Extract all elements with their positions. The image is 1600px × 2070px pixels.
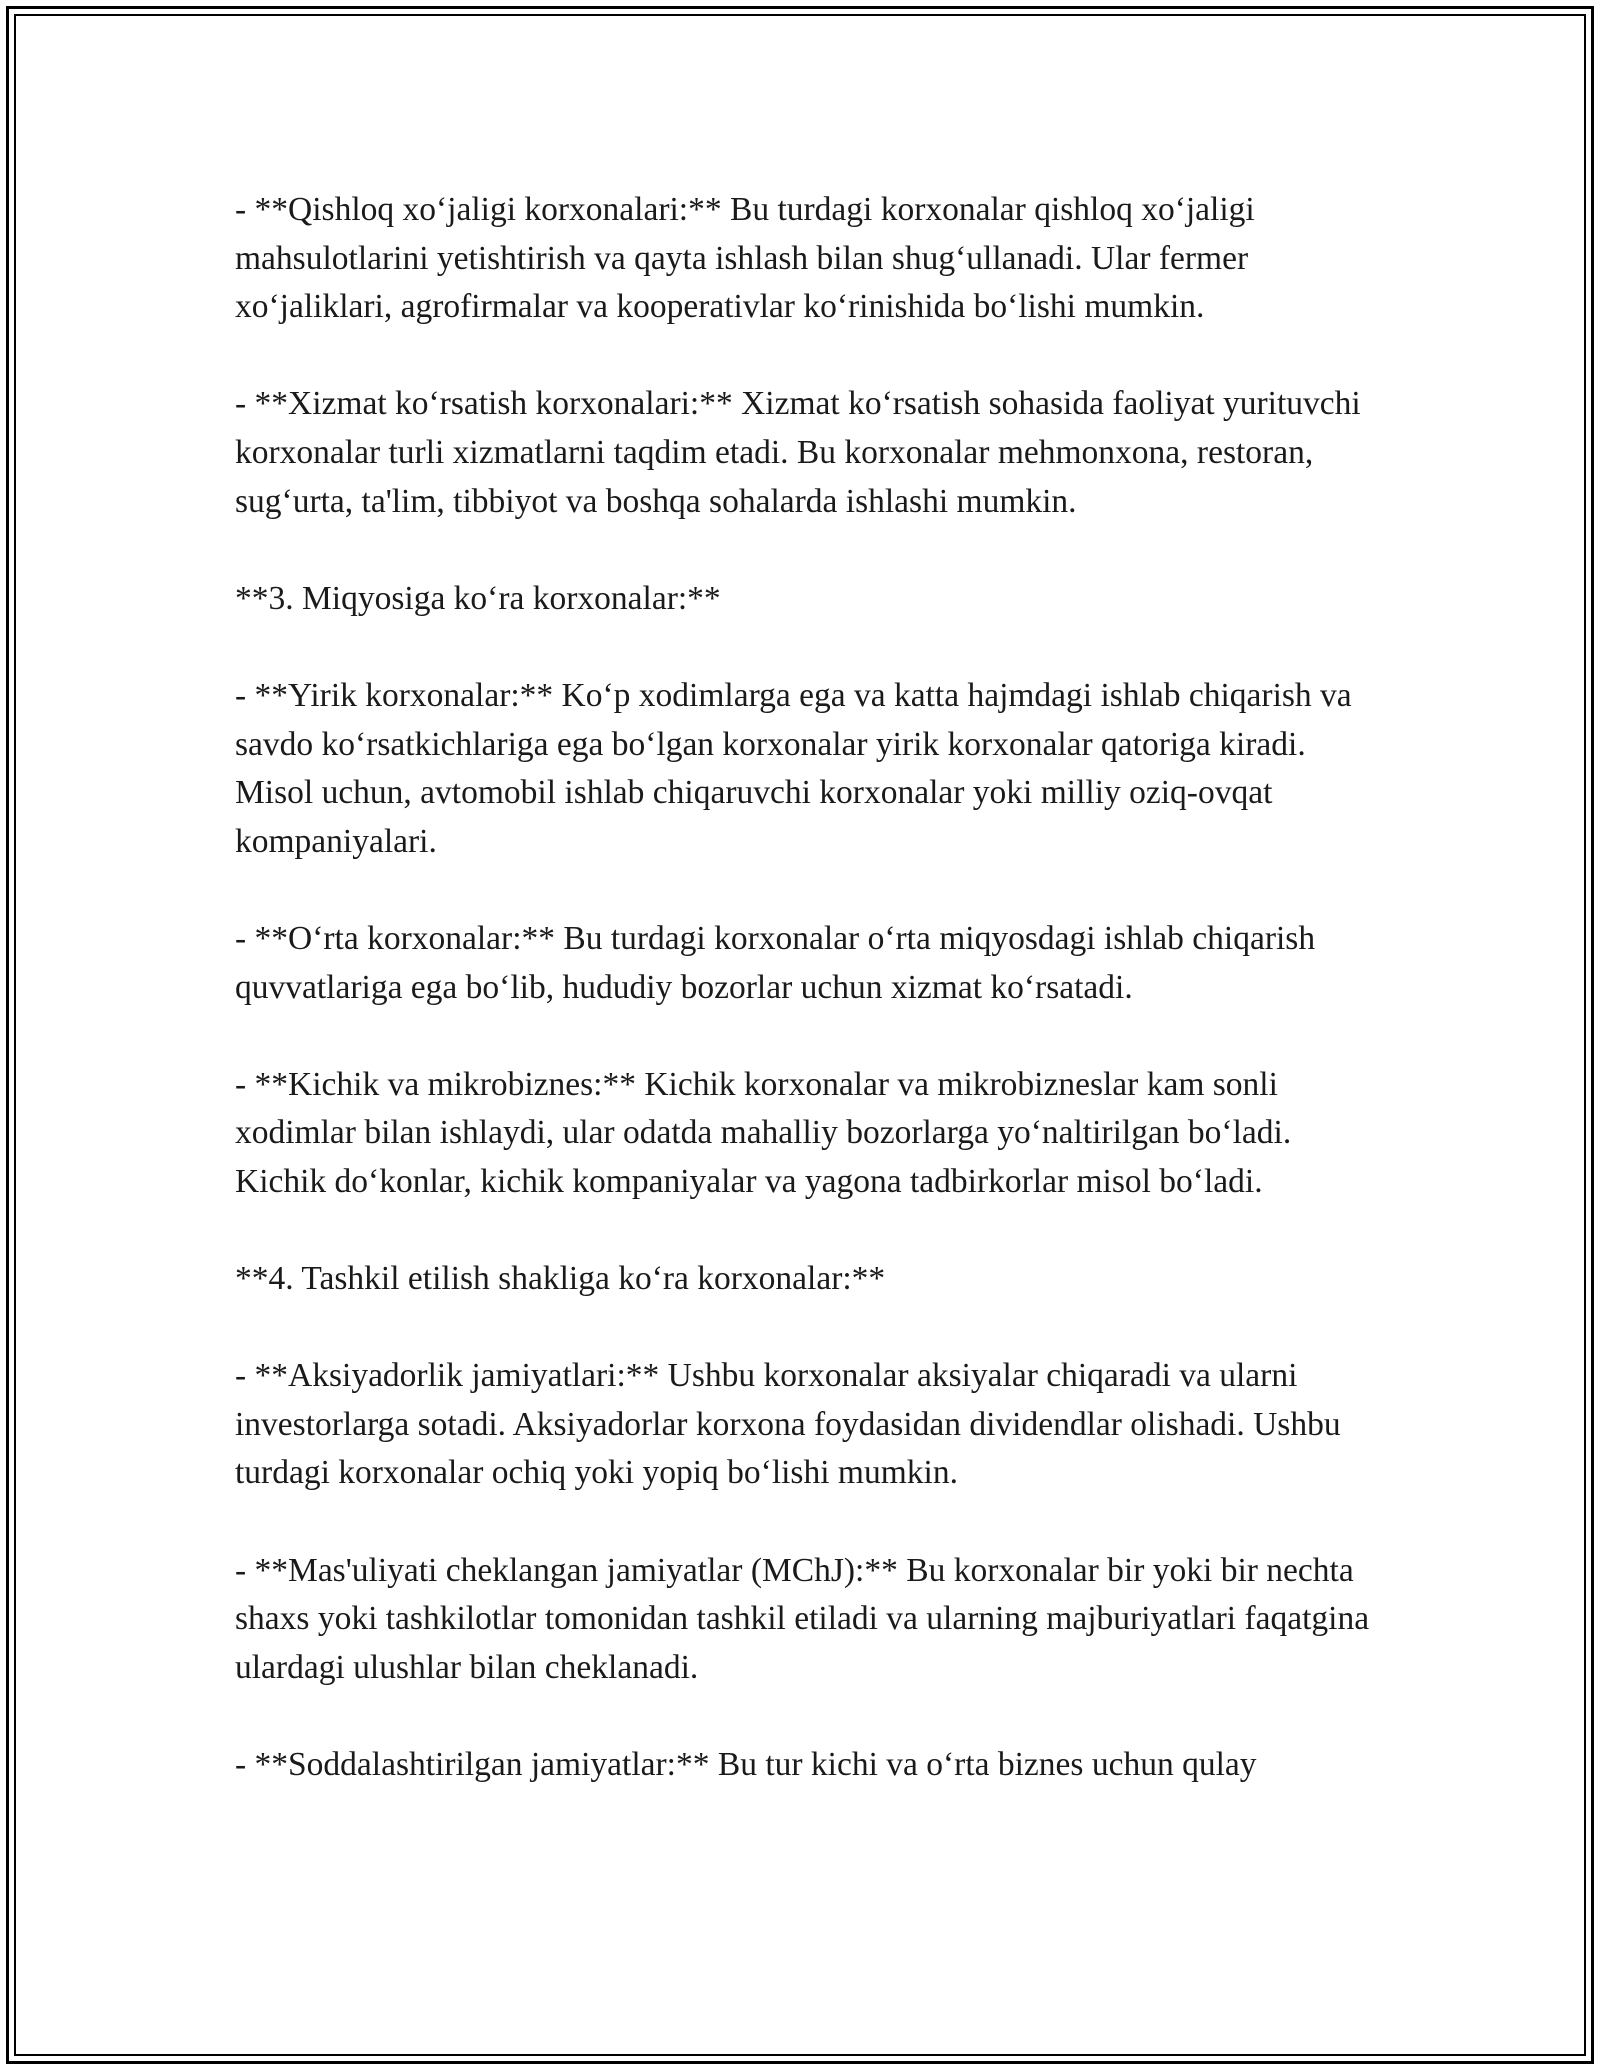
- document-body: [235, 186, 1385, 1790]
- paragraph-joint-stock-companies: - **Aksiyadorlik jamiyatlari:** Ushbu korxonalar aksiyalar chiqaradi va ularni investorlarga sotadi. Aksiyadorlar korxona foydasidan dividendlar olishadi. Ushbu turdagi korxonalar ochiq yoki yopiq bo‘lishi mumkin.: [235, 1357, 1341, 1492]
- section-heading-by-scale: **3. Miqyosiga ko‘ra korxonalar:**: [235, 579, 721, 617]
- paragraph-limited-liability-companies: - **Mas'uliyati cheklangan jamiyatlar (MChJ):** Bu korxonalar bir yoki bir nechta shaxs yoki tashkilotlar tomonidan tashkil etiladi va ularning majburiyatlari faqatgina ulardagi ulushlar bilan cheklanadi.: [235, 1551, 1370, 1686]
- paragraph-small-micro-business: - **Kichik va mikrobiznes:** Kichik korxonalar va mikrobiznеslar kam sonli xodimlar bilan ishlaydi, ular odatda mahalliy bozorlarga yo‘naltirilgan bo‘ladi. Kichik do‘konlar, kichik kompaniyalar va yagona tadbirkorlar misol bo‘ladi.: [235, 1065, 1292, 1200]
- paragraph-service-enterprises: - **Xizmat ko‘rsatish korxonalari:** Xizmat ko‘rsatish sohasida faoliyat yurituvchi korxonalar turli xizmatlarni taqdim etadi. Bu korxonalar mehmonxona, restoran, sug‘urta, ta'lim, tibbiyot va boshqa sohalarda ishlashi mumkin.: [235, 385, 1361, 520]
- paragraph-medium-enterprises: - **O‘rta korxonalar:** Bu turdagi korxonalar o‘rta miqyosdagi ishlab chiqarish quvvatlariga ega bo‘lib, hududiy bozorlar uchun xizmat ko‘rsatadi.: [235, 919, 1316, 1006]
- paragraph-agriculture-enterprises: - **Qishloq xo‘jaligi korxonalari:** Bu turdagi korxonalar qishloq xo‘jaligi mahsulotlarini yetishtirish va qayta ishlash bilan shug‘ullanadi. Ular fermer xo‘jaliklari, agrofirmalar va kooperativlar ko‘rinishida bo‘lishi mumkin.: [235, 191, 1255, 326]
- paragraph-large-enterprises: - **Yirik korxonalar:** Ko‘p xodimlarga ega va katta hajmdagi ishlab chiqarish va savdo ko‘rsatkichlariga ega bo‘lgan korxonalar yirik korxonalar qatoriga kiradi. Misol uchun, avtomobil ishlab chiqaruvchi korxonalar yoki milliy oziq-ovqat kompaniyalari.: [235, 676, 1352, 860]
- paragraph-simplified-companies: - **Soddalashtirilgan jamiyatlar:** Bu tur kichi va o‘rta biznes uchun qulay: [235, 1746, 1257, 1783]
- section-heading-by-organization-form: **4. Tashkil etilish shakliga ko‘ra korxonalar:**: [235, 1260, 886, 1298]
